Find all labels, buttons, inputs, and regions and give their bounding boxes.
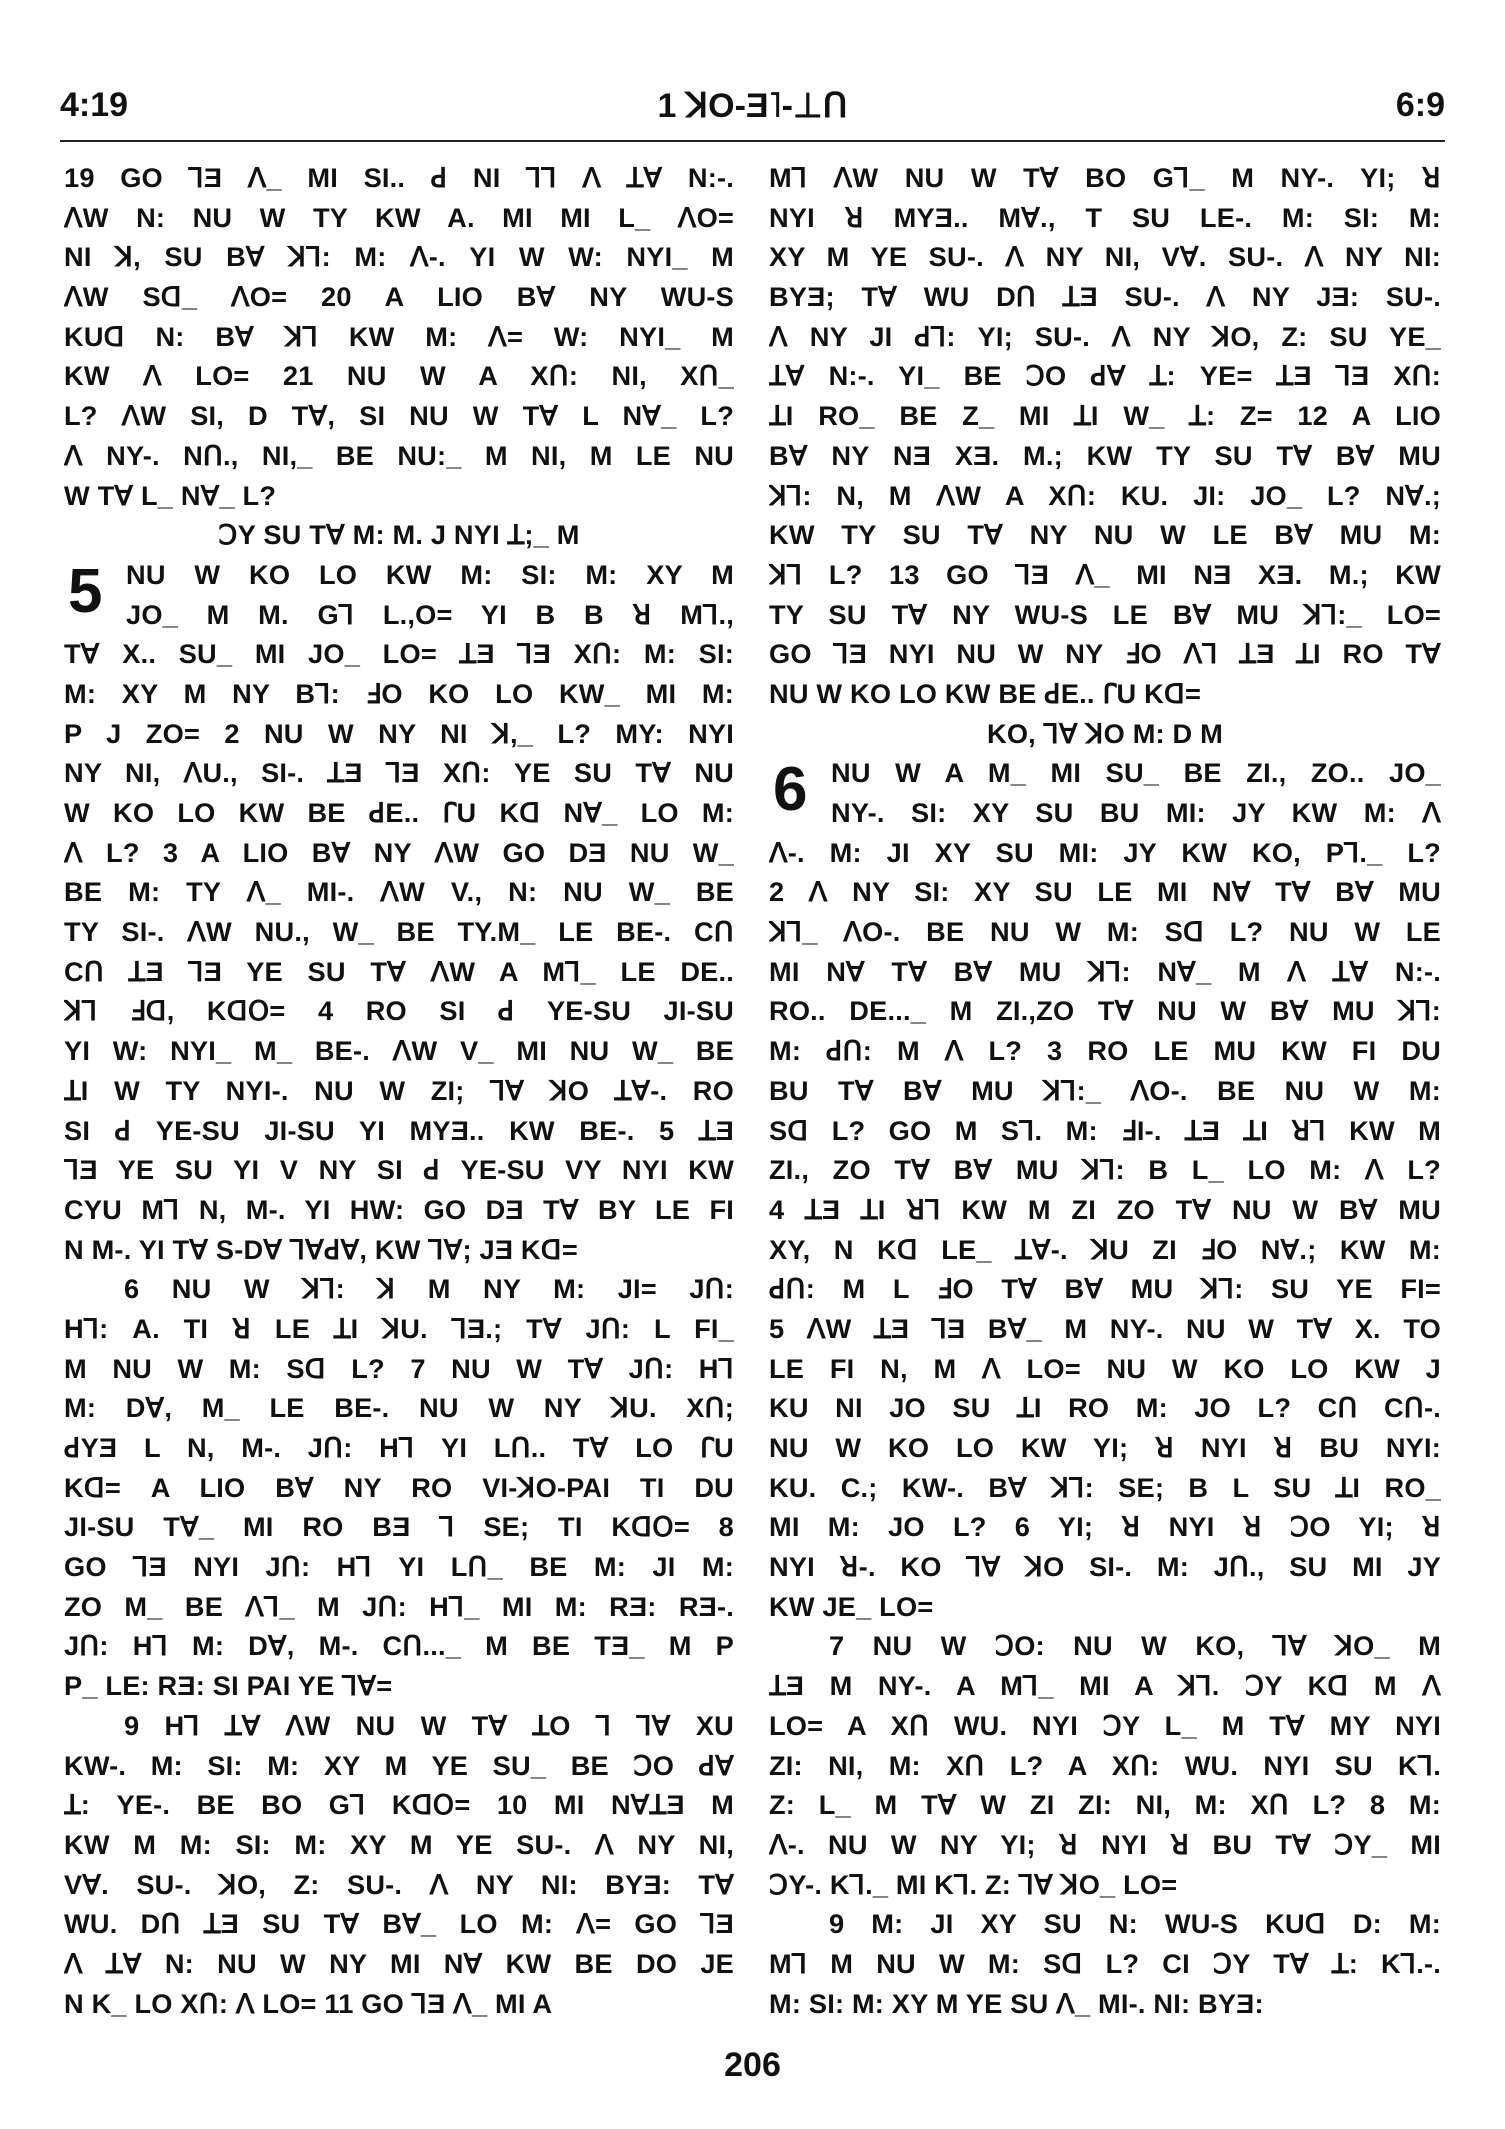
text-line: NI ꓘ, SU Bꓯ ꓘ⅂: M: ꓥ-. YI W W: NYI_ M (64, 241, 734, 273)
text-line: CYU Mꓶ N, M-. YI HW: GO DƎ Tꓯ BY LE FI (64, 1193, 734, 1225)
text-line: ꓛY-. Kꓶ._ MI Kꓶ. Z: ꓶꓯ ꓘO_ LO= (769, 1868, 1178, 1900)
text-line: RO.. DE..._ M ZI.,ZO Tꓯ NU W Bꓯ MU ꓘ⅂: (769, 995, 1441, 1027)
text-line: ꓶƎ YE SU YI V NY SI ꓒ YE-SU VY NYI KW (64, 1154, 734, 1186)
text-line: BYƎ; Tꓯ WU Dꓵ ꓕƎ SU-. ꓥ NY JƎ: SU-. (769, 281, 1441, 313)
text-line: XY, N Kꓷ LE_ ꓕꓯ-. ꓘU ZI ꓞO Nꓯ.; KW M: (769, 1233, 1441, 1265)
text-line: M: ꓒꓵ: M ꓥ L? 3 RO LE MU KW FI DU (769, 1035, 1441, 1067)
text-line: ꓥ ꓕꓯ N: NU W NY MI Nꓯ KW BE DO JE (64, 1947, 734, 1979)
text-line: SI ꓒ YE-SU JI-SU YI MYƎ.. KW BE-. 5 ꓕƎ (64, 1114, 734, 1146)
text-line: LE FI N, M ꓥ LO= NU W KO LO KW J (769, 1352, 1441, 1384)
text-line: Sꓷ L? GO M Sꓶ. M: ꓞI-. ꓕƎ ꓕI ꓤ⅂ KW M (769, 1114, 1441, 1146)
text-line: 4 ꓕƎ ꓕI ꓤ⅂ KW M ZI ZO Tꓯ NU W Bꓯ MU (769, 1193, 1441, 1225)
text-line: KU. C.; KW-. Bꓯ ꓘ⅂: SE; B L SU ꓕI RO_ (769, 1471, 1441, 1503)
chapter-number-dropcap: 5 (68, 556, 103, 626)
section-heading: KO, ꓶꓯ ꓘO M: D M (986, 717, 1223, 749)
text-line: 5 ꓥW ꓕƎ ꓶƎ Bꓯ_ M NY-. NU W Tꓯ X. TO (769, 1312, 1441, 1344)
text-line: M: SI: M: XY M YE SU ꓥ_ MI-. NI: BYƎ: (769, 1987, 1264, 2019)
text-line: ꓥ NY-. Nꓵ., NI,_ BE NU:_ M NI, M LE NU (64, 439, 734, 471)
text-line: M NU W M: Sꓷ L? 7 NU W Tꓯ Jꓵ: Hꓶ (64, 1352, 734, 1384)
text-line: BE M: TY ꓥ_ MI-. ꓥW V., N: NU W_ BE (64, 876, 734, 908)
text-line: TY SI-. ꓥW NU., W_ BE TY.M_ LE BE-. Cꓵ (64, 916, 734, 948)
text-line: N M-. YI Tꓯ S-Dꓯ ꓶꓯꓒꓯ, KW ꓶꓯ; JƎ Kꓷ= (64, 1233, 578, 1265)
text-line: Mꓶ M NU W M: Sꓷ L? CI ꓛY Tꓯ ꓕ: Kꓶ.-. (769, 1947, 1441, 1979)
text-line: Z: L_ M Tꓯ W ZI ZI: NI, M: Xꓵ L? 8 M: (769, 1789, 1441, 1821)
text-line: 6 NU W ꓘ⅂: ꓘ M NY M: JI= Jꓵ: (124, 1273, 734, 1305)
text-line: NY NI, ꓥU., SI-. ꓕƎ ꓶƎ Xꓵ: YE SU Tꓯ NU (64, 757, 734, 789)
text-line: MI M: JO L? 6 YI; ꓤ NYI ꓤ ꓛO YI; ꓤ (769, 1511, 1441, 1543)
text-line: TY SU Tꓯ NY WU-S LE Bꓯ MU ꓘ⅂:_ LO= (769, 598, 1441, 630)
text-line: GO ꓶƎ NYI Jꓵ: Hꓶ YI Lꓵ_ BE M: JI M: (64, 1551, 734, 1583)
text-line: NYI ꓤ-. KO ꓶꓯ ꓘO SI-. M: Jꓵ., SU MI JY (769, 1551, 1441, 1583)
text-line: ꓕ: YE-. BE BO Gꓶ Kꓷꓳ= 10 MI NꓯꓕƎ M (64, 1789, 734, 1821)
text-line: XY M YE SU-. ꓥ NY NI, Vꓯ. SU-. ꓥ NY NI: (769, 241, 1441, 273)
text-line: ꓕƎ M NY-. A Mꓶ_ MI A ꓘ⅂. ꓛY Kꓷ M ꓥ (769, 1670, 1441, 1702)
text-line: KW TY SU Tꓯ NY NU W LE Bꓯ MU M: (769, 519, 1441, 551)
chapter-verse-right: 6:9 (1395, 86, 1445, 124)
text-line: NU W A M_ MI SU_ BE ZI., ZO.. JO_ (831, 757, 1441, 789)
text-line: NYI ꓤ MYƎ.. Mꓯ., T SU LE-. M: SI: M: (769, 201, 1441, 233)
text-line: N K_ LO Xꓵ: ꓥ LO= 11 GO ꓶƎ ꓥ_ MI A (64, 1987, 553, 2019)
text-line: KW-. M: SI: M: XY M YE SU_ BE ꓛO ꓒꓯ (64, 1749, 734, 1781)
text-line: JO_ M M. Gꓶ L.,O= YI B B ꓤ Mꓶ., (126, 598, 734, 630)
text-line: ꓥ-. M: JI XY SU MI: JY KW KO, Pꓶ._ L? (769, 836, 1441, 868)
text-line: L? ꓥW SI, D Tꓯ, SI NU W Tꓯ L Nꓯ_ L? (64, 400, 734, 432)
text-line: Tꓯ X.. SU_ MI JO_ LO= ꓕƎ ꓶƎ Xꓵ: M: SI: (64, 638, 734, 670)
text-line: NY-. SI: XY SU BU MI: JY KW M: ꓥ (831, 797, 1441, 828)
text-line: GO ꓶƎ NYI NU W NY ꓞO ꓥ⅂ ꓕƎ ꓕI RO Tꓯ (769, 638, 1441, 670)
text-line: P_ LE: RƎ: SI PAI YE ꓶꓯ= (64, 1670, 393, 1702)
text-line: Kꓷ= A LIO Bꓯ NY RO VI-ꓘO-PAI TI DU (64, 1471, 734, 1503)
text-line: 19 GO ꓶƎ ꓥ_ MI SI.. ꓒ NI ꓶ⅂ ꓥ ꓕꓯ N:-. (64, 162, 734, 193)
header-rule (60, 140, 1445, 142)
text-line: ꓘ⅂_ ꓥO-. BE NU W M: Sꓷ L? NU W LE (769, 916, 1441, 948)
text-line: LO= A Xꓵ WU. NYI ꓛY L_ M Tꓯ MY NYI (769, 1709, 1441, 1741)
text-line: ꓕI RO_ BE Z_ MI ꓕI W_ ꓕ: Z= 12 A LIO (769, 400, 1441, 432)
text-line: ZI: NI, M: Xꓵ L? A Xꓵ: WU. NYI SU Kꓶ. (769, 1749, 1441, 1781)
text-line: 2 ꓥ NY SI: XY SU LE MI Nꓯ Tꓯ Bꓯ MU (769, 876, 1441, 908)
text-line: ꓒꓵ: M L ꓞO Tꓯ Bꓯ MU ꓘ⅂: SU YE FI= (769, 1273, 1441, 1305)
text-line: KW JE_ LO= (769, 1590, 934, 1622)
running-title: 1 ꓘO-Ǝ˥-⊥Ո (657, 87, 848, 125)
text-line: KU NI JO SU ꓕI RO M: JO L? Cꓵ Cꓵ-. (769, 1392, 1441, 1424)
text-line: ZO M_ BE ꓥꓶ_ M Jꓵ: Hꓶ_ MI M: RƎ: RƎ-. (64, 1590, 734, 1622)
text-line: ZI., ZO Tꓯ Bꓯ MU ꓘ⅂: B L_ LO M: ꓥ L? (769, 1154, 1441, 1186)
text-line: KW M M: SI: M: XY M YE SU-. ꓥ NY NI, (64, 1828, 734, 1860)
right-text-column (769, 158, 1441, 2023)
left-text-column (64, 158, 734, 2023)
text-line: 7 NU W ꓛO: NU W KO, ꓶꓯ ꓘO_ M (829, 1630, 1441, 1662)
section-heading: ꓛY SU Tꓯ M: M. J NYI ꓕ;_ M (218, 519, 580, 551)
text-line: Mꓶ ꓥW NU W Tꓯ BO Gꓶ_ M NY-. YI; ꓤ (769, 162, 1441, 193)
text-line: ꓕI W TY NYI-. NU W ZI; ꓶꓯ ꓘO ꓕꓯ-. RO (64, 1074, 734, 1106)
text-line: 9 M: JI XY SU N: WU-S KUꓷ D: M: (829, 1908, 1441, 1940)
chapter-verse-left: 4:19 (60, 86, 129, 124)
text-line: ꓘ⅂ L? 13 GO ꓶƎ ꓥ_ MI NƎ XƎ. M.; KW (769, 558, 1441, 590)
text-line: Cꓵ ꓕƎ ꓶƎ YE SU Tꓯ ꓥW A Mꓶ_ LE DE.. (64, 955, 734, 987)
text-line: YI W: NYI_ M_ BE-. ꓥW V_ MI NU W_ BE (64, 1035, 734, 1067)
text-line: ꓥW N: NU W TY KW A. MI MI L_ ꓥO= (64, 201, 734, 233)
text-line: Jꓵ: Hꓶ M: Dꓯ, M-. Cꓵ..._ M BE TƎ_ M P (64, 1630, 734, 1662)
text-line: NU W KO LO KW YI; ꓤ NYI ꓤ BU NYI: (769, 1432, 1441, 1463)
text-line: NU W KO LO KW M: SI: M: XY M (126, 558, 734, 590)
text-line: Vꓯ. SU-. ꓘO, Z: SU-. ꓥ NY NI: BYƎ: Tꓯ (64, 1868, 734, 1900)
text-line: MI Nꓯ Tꓯ Bꓯ MU ꓘ⅂: Nꓯ_ M ꓥ ꓕꓯ N:-. (769, 955, 1441, 987)
text-line: ꓥ-. NU W NY YI; ꓤ NYI ꓤ BU Tꓯ ꓛY_ MI (769, 1828, 1441, 1860)
text-line: ꓥW Sꓷ_ ꓥO= 20 A LIO Bꓯ NY WU-S (64, 281, 734, 313)
text-line: KW ꓥ LO= 21 NU W A Xꓵ: NI, Xꓵ_ (64, 360, 734, 392)
page-header (60, 86, 1445, 126)
text-line: BU Tꓯ Bꓯ MU ꓘ⅂:_ ꓥO-. BE NU W M: (769, 1074, 1441, 1106)
text-line: NU W KO LO KW BE ꓒE.. ꓩU Kꓷ= (769, 677, 1202, 709)
text-line: M: XY M NY Bꓶ: ꓞO KO LO KW_ MI M: (64, 677, 734, 709)
text-line: ꓥ L? 3 A LIO Bꓯ NY ꓥW GO DƎ NU W_ (64, 836, 734, 868)
text-line: P J ZO= 2 NU W NY NI ꓘ,_ L? MY: NYI (64, 717, 734, 749)
page-number: 206 (724, 2046, 781, 2084)
text-line: ꓒYƎ L N, M-. Jꓵ: Hꓶ YI Lꓵ.. Tꓯ LO ꓩU (64, 1432, 734, 1463)
text-line: ꓘ⅂ ꓞꓷ, Kꓷꓳ= 4 RO SI ꓒ YE-SU JI-SU (64, 995, 734, 1027)
text-line: JI-SU Tꓯ_ MI RO BƎ ꓶ SE; TI Kꓷꓳ= 8 (64, 1511, 734, 1543)
text-line: M: Dꓯ, M_ LE BE-. NU W NY ꓘU. Xꓵ; (64, 1392, 734, 1424)
text-line: ꓕꓯ N:-. YI_ BE ꓛO ꓒꓯ ꓕ: YE= ꓕƎ ꓶƎ Xꓵ: (769, 360, 1441, 392)
text-line: WU. Dꓵ ꓕƎ SU Tꓯ Bꓯ_ LO M: ꓥ= GO ꓶƎ (64, 1908, 734, 1940)
text-line: Hꓶ: A. TI ꓤ LE ꓕI ꓘU. ꓶƎ.; Tꓯ Jꓵ: L FI_ (64, 1312, 734, 1344)
text-line: W KO LO KW BE ꓒE.. ꓩU Kꓷ Nꓯ_ LO M: (64, 797, 734, 828)
text-line: 9 Hꓶ ꓕꓯ ꓥW NU W Tꓯ ꓕO ꓶ ꓶꓯ XU (124, 1709, 734, 1741)
text-line: KUꓷ N: Bꓯ ꓘ⅂ KW M: ꓥ= W: NYI_ M (64, 320, 734, 352)
text-line: ꓘ⅂: N, M ꓥW A Xꓵ: KU. JI: JO_ L? Nꓯ.; (769, 479, 1441, 511)
text-line: W Tꓯ L_ Nꓯ_ L? (64, 479, 277, 511)
chapter-number-dropcap: 6 (773, 755, 808, 825)
text-line: Bꓯ NY NƎ XƎ. M.; KW TY SU Tꓯ Bꓯ MU (769, 439, 1441, 471)
text-line: ꓥ NY JI ꓒꓶ: YI; SU-. ꓥ NY ꓘO, Z: SU YE_ (769, 320, 1441, 352)
